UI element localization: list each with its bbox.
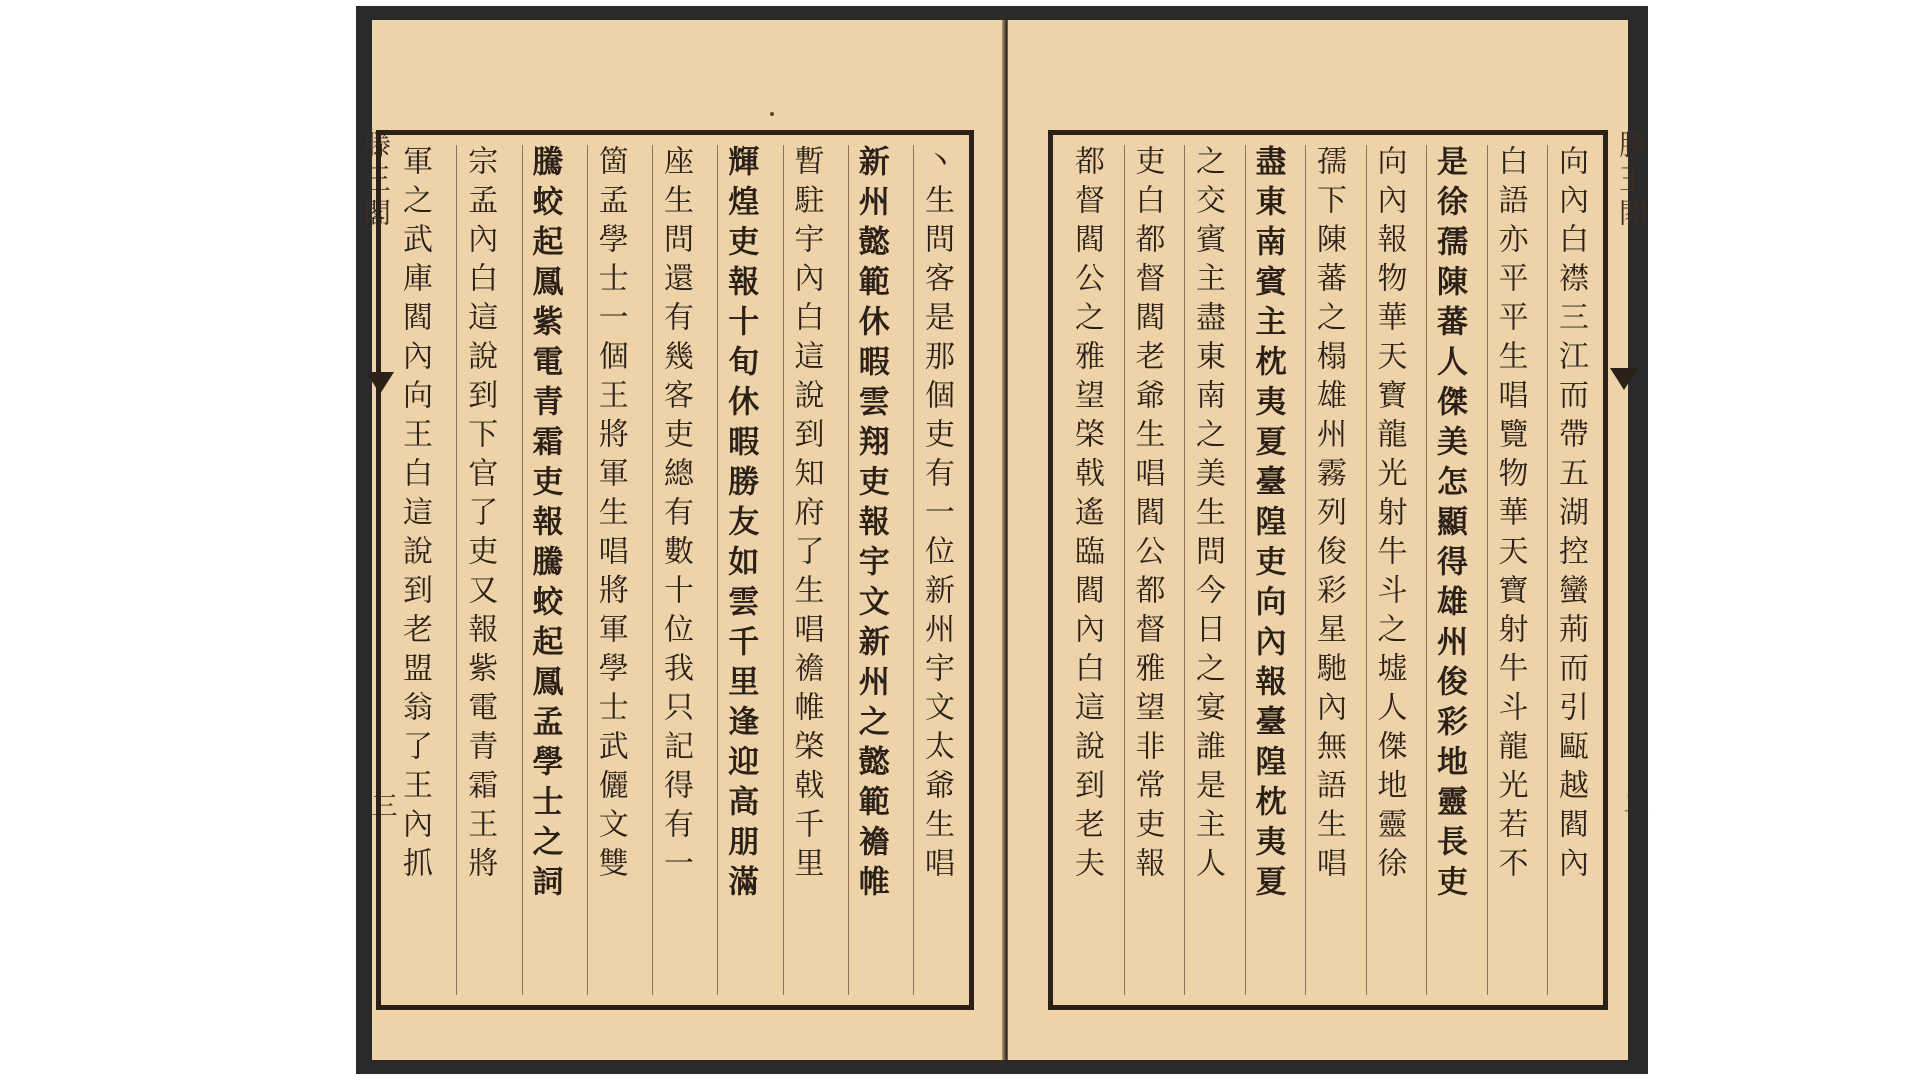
text-column: 騰蛟起鳳紫電青霜吏報騰蛟起鳳孟學士之詞 [522,145,568,995]
text-column: 向內報物華天寶龍光射牛斗之墟人傑地靈徐 [1366,145,1412,995]
right-fishtail-mark [1610,368,1638,390]
left-folio-number: 三 [367,792,397,818]
text-column: 座生問還有幾客吏總有數十位我只記得有一 [652,145,698,995]
left-text-frame [376,130,974,1010]
right-margin-title: 滕王閣 [1615,130,1648,232]
text-column: 吏白都督閻老爺生唱閻公都督雅望非常吏報 [1124,145,1170,995]
text-column: 白語亦平平生唱覽物華天寶射牛斗龍光若不 [1487,145,1533,995]
text-column: 箇孟學士一個王將軍生唱將軍學士武儷文雙 [587,145,633,995]
text-column: 盡東南賓主枕夷夏臺隍吏向內報臺隍枕夷夏 [1245,145,1291,995]
left-page [359,20,1004,1060]
text-column: 之交賓主盡東南之美生問今日之宴誰是主人 [1184,145,1230,995]
text-column: 孺下陳蕃之榻雄州霧列俊彩星馳內無語生唱 [1305,145,1351,995]
text-column: 輝煌吏報十旬休暇勝友如雲千里逢迎高朋滿 [717,145,763,995]
left-margin-title: 滕王閣 [359,130,392,232]
book-scan [356,6,1648,1074]
text-column: 軍之武庫閻內向王白這說到老盟翁了王內抓 [397,145,432,886]
right-page [1008,20,1649,1060]
text-column: 暫駐宇內白這說到知府了生唱襜帷棨戟千里 [783,145,829,995]
text-column: 丶生問客是那個吏有一位新州宇文太爺生唱 [913,145,959,995]
text-column: 新州懿範休暇雲翔吏報宇文新州之懿範襜帷 [848,145,894,995]
right-folio-number: 二 [1619,790,1649,816]
text-column: 都督閻公之雅望棨戟遙臨閻內白這說到老夫 [1069,145,1104,886]
text-column: 向內白襟三江而帶五湖控蠻荊而引甌越閻內 [1547,145,1593,995]
text-column: 是徐孺陳蕃人傑美怎顯得雄州俊彩地靈長吏 [1426,145,1472,995]
ink-dot [770,112,774,116]
right-text-frame [1048,130,1608,1010]
text-column: 宗孟內白這說到下官了吏又報紫電青霜王將 [456,145,502,995]
